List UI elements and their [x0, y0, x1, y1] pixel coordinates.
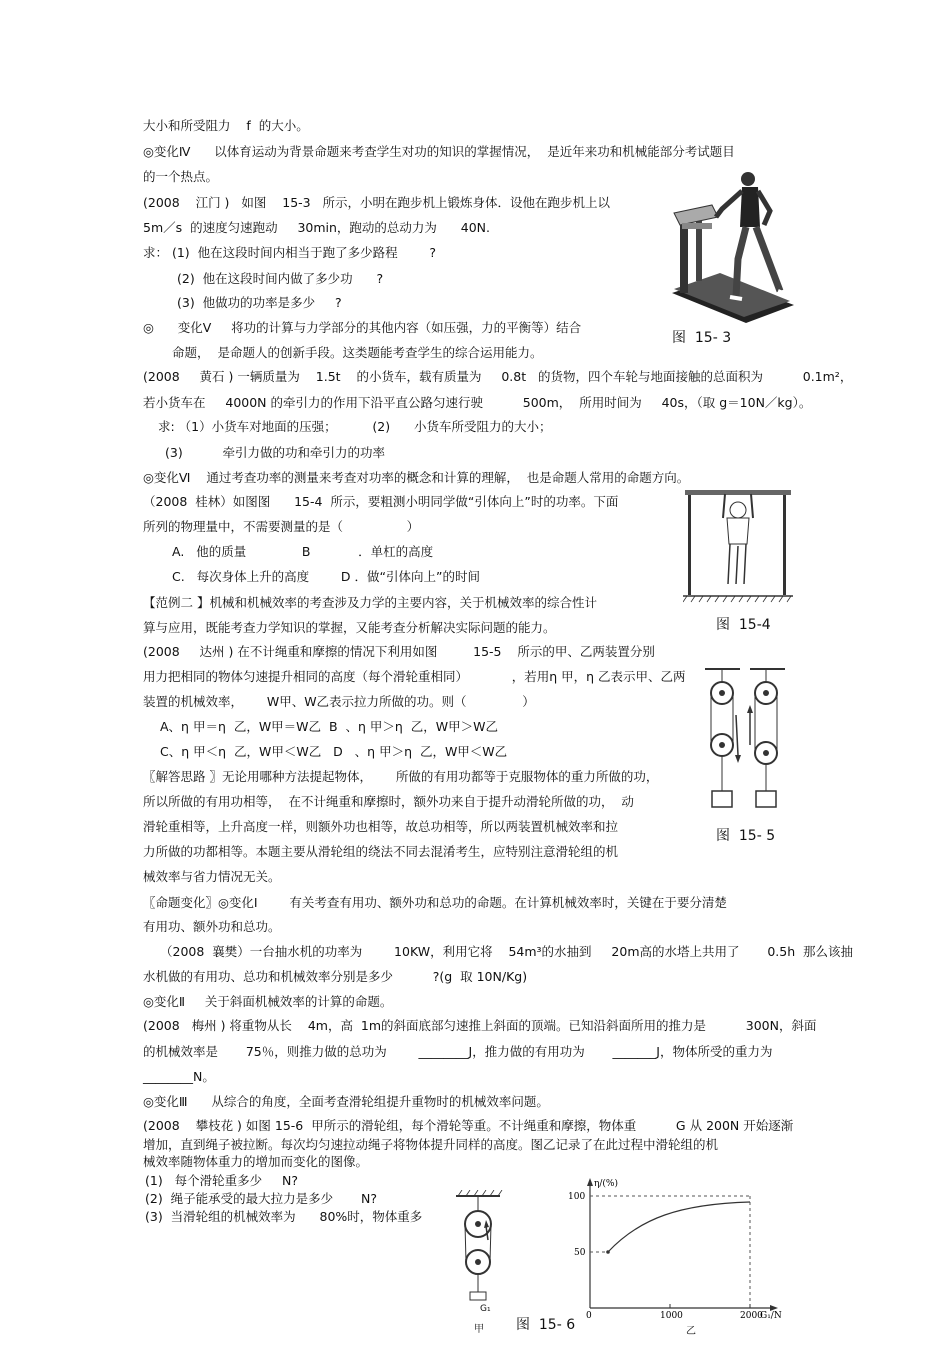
graph-tick-100: 100 [568, 1192, 586, 1202]
text-line: 【范例二 】机械和机械效率的考查涉及力学的主要内容，关于机械效率的综合性计 [143, 595, 597, 610]
text-line: 求： (1) 他在这段时间内相当于跑了多少路程 ? [143, 245, 437, 260]
text-line: (1) 每个滑轮重多少 N? [145, 1173, 298, 1188]
text-line: 水机做的有用功、总功和机械效率分别是多少 ?(g 取 10N/Kg) [143, 969, 528, 984]
text-line: (2008 梅州 ) 将重物从长 4m，高 1m的斜面底部匀速推上斜面的顶端。已知沿斜面所用的推力是 300N，斜面 [143, 1018, 817, 1033]
text-line: (3) 他做功的功率是多少 ? [177, 295, 342, 310]
text-line: (2008 江门 ) 如图 15-3 所示，小明在跑步机上锻炼身体．设他在跑步机上以 [143, 195, 611, 210]
text-line: C、η 甲＜η 乙，W甲＜W乙 D 、η 甲＞η 乙，W甲＜W乙 [160, 744, 508, 759]
text-line: (2) 绳子能承受的最大拉力是多少 N? [145, 1191, 377, 1206]
text-line: (2008 达州 ) 在不计绳重和摩擦的情况下利用如图 15-5 所示的甲、乙两装置分别 [143, 644, 655, 659]
text-line: 滑轮重相等，上升高度一样，则额外功也相等，故总功相等，所以两装置机械效率和拉 [143, 819, 619, 834]
graph-ylabel: η/(%) [594, 1179, 618, 1189]
graph-tick-50: 50 [574, 1248, 586, 1258]
text-line: 算与应用，既能考查力学知识的掌握，又能考查分析解决实际问题的能力。 [143, 620, 556, 635]
figure-caption: 图 15- 6 [516, 1317, 576, 1333]
text-line: 增加，直到绳子被拉断。每次均匀速拉动绳子将物体提升同样的高度。图乙记录了在此过程中滑轮组的机 [143, 1137, 719, 1152]
text-line: C. 每次身体上升的高度 D ．做“引体向上”的时间 [172, 569, 480, 584]
text-line: (2) 他在这段时间内做了多少功 ? [177, 271, 384, 286]
text-line: (2008 黄石 ) 一辆质量为 1.5t 的小货车，载有质量为 0.8t 的货物，四个车轮与地面接触的总面积为 0.1m²， [143, 369, 853, 384]
text-line: 求: （1）小货车对地面的压强； (2) 小货车所受阻力的大小； [158, 419, 552, 434]
pulley-figure-15-5 [700, 665, 790, 820]
graph-g1-label: G₁ [480, 1304, 491, 1314]
graph-tick-2000: 2000 [740, 1311, 763, 1321]
figure-caption: 图 15- 3 [672, 330, 732, 346]
text-line: 所以所做的有用功相等， 在不计绳重和摩擦时，额外功来自于提升动滑轮所做的功， 动 [143, 794, 634, 809]
text-line: 若小货车在 4000N 的牵引力的作用下沿平直公路匀速行驶 500m， 所用时间为 40s，（取 g＝10N／kg）。 [143, 395, 812, 410]
text-line: ◎变化Ⅵ 通过考查功率的测量来考查对功率的概念和计算的理解， 也是命题人常用的命题方向。 [143, 470, 690, 485]
text-line: 〖解答思路 〗无论用哪种方法提起物体， 所做的有用功都等于克服物体的重力所做的功， [143, 769, 659, 784]
text-line: A. 他的质量 B ．单杠的高度 [172, 544, 434, 559]
text-line: 的一个热点。 [143, 169, 219, 184]
figure-caption: 图 15-4 [716, 617, 771, 633]
efficiency-graph [560, 1178, 790, 1328]
text-line: （2008 桂林）如图图 15-4 所示，要粗测小明同学做“引体向上”时的功率。下面 [143, 494, 619, 509]
sub-figure-label: 乙 [686, 1326, 696, 1337]
text-line: ◎变化Ⅱ 关于斜面机械效率的计算的命题。 [143, 994, 393, 1009]
text-line: 械效率随物体重力的增加而变化的图像。 [143, 1154, 369, 1169]
graph-tick-1000: 1000 [660, 1311, 683, 1321]
text-line: 大小和所受阻力 f 的大小。 [143, 118, 309, 133]
graph-xlabel: G₁/N [760, 1311, 782, 1321]
text-line: ◎ 变化Ⅴ 将功的计算与力学部分的其他内容（如压强，力的平衡等）结合 [143, 320, 582, 335]
pullup-figure [683, 490, 793, 605]
pulley-figure-15-6 [448, 1190, 508, 1320]
text-line: ◎变化Ⅳ 以体育运动为背景命题来考查学生对功的知识的掌握情况， 是近年来功和机械能部分考试题目 [143, 144, 735, 159]
text-line: 用力把相同的物体匀速提升相同的高度（每个滑轮重相同） ，若用η 甲，η 乙表示甲、乙两 [143, 669, 686, 684]
text-line: 力所做的功都相等。本题主要从滑轮组的绕法不同去混淆考生，应特别注意滑轮组的机 [143, 844, 619, 859]
text-line: 5m／s 的速度匀速跑动 30min，跑动的总动力为 40N. [143, 220, 491, 235]
text-line: ◎变化Ⅲ 从综合的角度，全面考查滑轮组提升重物时的机械效率问题。 [143, 1094, 549, 1109]
text-line: 所列的物理量中，不需要测量的是（ ） [143, 519, 420, 534]
treadmill-figure [660, 165, 800, 325]
text-line: 〖命题变化〗◎变化Ⅰ 有关考查有用功、额外功和总功的命题。在计算机械效率时，关键在于要分清楚 [143, 895, 727, 910]
sub-figure-label: 甲 [474, 1324, 484, 1335]
text-line: (2008 攀枝花 ) 如图 15-6 甲所示的滑轮组，每个滑轮等重。不计绳重和摩擦，物体重 G 从 200N 开始逐渐 [143, 1118, 794, 1133]
text-line: 械效率与省力情况无关。 [143, 869, 281, 884]
text-line: （2008 襄樊）一台抽水机的功率为 10KW，利用它将 54m³的水抽到 20m高的水塔上共用了 0.5h 那么该抽 [160, 944, 854, 959]
text-line: A、η 甲＝η 乙，W甲＝W乙 B 、η 甲＞η 乙，W甲＞W乙 [160, 719, 498, 734]
text-line: 有用功、额外功和总功。 [143, 919, 281, 934]
text-line: 命题， 是命题人的创新手段。这类题能考查学生的综合运用能力。 [172, 345, 543, 360]
figure-caption: 图 15- 5 [716, 828, 776, 844]
text-line: ________N。 [143, 1069, 215, 1084]
text-line: (3) 当滑轮组的机械效率为 80%时，物体重多 [145, 1209, 423, 1224]
text-line: (3) 牵引力做的功和牵引力的功率 [165, 445, 385, 460]
graph-tick-0: 0 [586, 1311, 592, 1321]
text-line: 装置的机械效率， W甲、W乙表示拉力所做的功。则（ ） [143, 694, 535, 709]
text-line: 的机械效率是 75％，则推力做的总功为 ________J，推力做的有用功为 _______J，物体所受的重力为 [143, 1044, 773, 1059]
